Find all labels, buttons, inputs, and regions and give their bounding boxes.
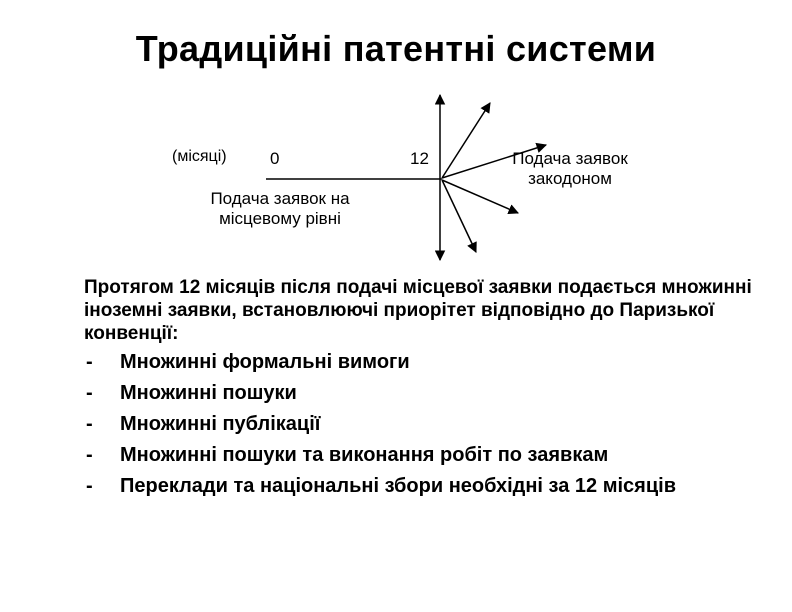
list-item-text: Множинні пошуки та виконання робіт по заявкам	[120, 444, 609, 466]
list-item	[84, 444, 764, 467]
list-item-text: Множинні формальні вимоги	[120, 351, 410, 373]
bullet-marker: -	[86, 444, 93, 466]
bullet-marker: -	[86, 382, 93, 404]
list-item	[84, 413, 764, 436]
bullet-marker: -	[86, 351, 93, 373]
timeline-start-label: 0	[270, 149, 280, 168]
list-item-text: Переклади та національні збори необхідні за 12 місяців	[120, 475, 676, 497]
requirements-list	[84, 351, 764, 498]
bullet-marker: -	[86, 413, 93, 435]
content-body	[84, 276, 764, 506]
page-title: Традиційні патентні системи	[135, 28, 657, 69]
foreign-filing-label: Подача заявок закодоном	[512, 149, 628, 188]
list-item-text: Множинні пошуки	[120, 382, 297, 404]
bullet-marker: -	[86, 475, 93, 497]
list-item	[84, 351, 764, 374]
list-item	[84, 382, 764, 405]
list-item-text: Множинні публікації	[120, 413, 321, 435]
timeline-end-label: 12	[410, 149, 429, 168]
months-label: (місяці)	[172, 148, 227, 165]
list-item	[84, 475, 764, 498]
fan-arrow-4	[442, 180, 476, 252]
intro-paragraph: Протягом 12 місяців після подачі місцевої заявки подається множинні іноземні заявки, встановлюючі приорітет відповідно до Паризької конвенції:	[84, 277, 752, 344]
local-filing-label: Подача заявок на місцевому рівні	[210, 189, 350, 228]
